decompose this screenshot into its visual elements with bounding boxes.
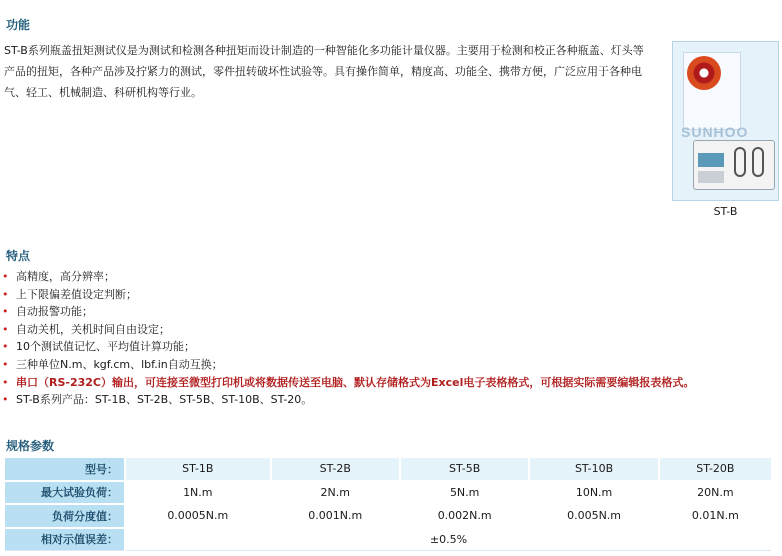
- bullet-icon: •: [2, 393, 9, 407]
- table-cell: 0.005N.m: [529, 504, 658, 528]
- product-caption: ST-B: [713, 205, 738, 218]
- table-cell: 20N.m: [659, 481, 772, 505]
- list-item: • 自动报警功能；: [0, 303, 694, 321]
- row-header: 相对示值误差：: [4, 528, 125, 551]
- clamp-post: [752, 147, 764, 177]
- device-keypad: [698, 171, 724, 183]
- table-cell: ST-2B: [271, 457, 400, 481]
- bullet-icon: •: [2, 305, 9, 319]
- spec-table: [3, 456, 773, 551]
- table-cell: 2N.m: [271, 481, 400, 505]
- row-header: 型号：: [4, 457, 125, 481]
- list-item: • 上下限偏差值设定判断；: [0, 286, 694, 304]
- table-cell: ST-1B: [125, 457, 271, 481]
- cd-disc-icon: [687, 56, 721, 90]
- torque-tester-device: [693, 140, 775, 190]
- table-cell: ±0.5%: [125, 528, 772, 551]
- row-header: 负荷分度值：: [4, 504, 125, 528]
- table-cell: 0.0005N.m: [125, 504, 271, 528]
- table-cell: 0.001N.m: [271, 504, 400, 528]
- section-title-features: 特点: [6, 249, 31, 263]
- device-display: [698, 153, 724, 167]
- table-row: [4, 481, 772, 505]
- list-item: • ST-B系列产品：ST-1B、ST-2B、ST-5B、ST-10B、ST-20。: [0, 391, 694, 409]
- bullet-icon: •: [2, 322, 9, 336]
- intro-paragraph: ST-B系列瓶盖扭矩测试仪是为测试和检测各种扭矩而设计制造的一种智能化多功能计量仪器。主要用于检测和校正各种瓶盖、灯头等产品的扭矩，各种产品涉及拧紧力的测试，零件扭转破坏性试验等。具有操作简单，精度高、功能全、携带方便，广泛应用于各种电气、轻工、机械制造、科研机构等行业。: [4, 44, 644, 99]
- table-cell: 5N.m: [400, 481, 529, 505]
- clamp-post: [734, 147, 746, 177]
- bullet-icon: •: [2, 340, 9, 354]
- table-row: [4, 504, 772, 528]
- list-item: • 10个测试值记忆、平均值计算功能；: [0, 338, 694, 356]
- table-cell: ST-10B: [529, 457, 658, 481]
- table-cell: 0.002N.m: [400, 504, 529, 528]
- table-cell: 10N.m: [529, 481, 658, 505]
- list-item: • 高精度，高分辨率；: [0, 268, 694, 286]
- bullet-icon: •: [2, 375, 9, 389]
- bullet-icon: •: [2, 270, 9, 283]
- table-row: [4, 457, 772, 481]
- list-item: • 自动关机，关机时间自由设定；: [0, 321, 694, 339]
- product-image: [672, 41, 779, 201]
- brand-watermark: SUNHOO: [681, 124, 749, 140]
- table-cell: 0.01N.m: [659, 504, 772, 528]
- table-row: [4, 528, 772, 551]
- feature-list: [0, 268, 694, 409]
- row-header: 最大试验负荷：: [4, 481, 125, 505]
- list-item: • 三种单位N.m、kgf.cm、lbf.in自动互换；: [0, 356, 694, 374]
- section-title-specs: 规格参数: [6, 439, 55, 453]
- table-cell: ST-20B: [659, 457, 772, 481]
- list-item: • 串口（RS-232C）输出，可连接至微型打印机或将数据传送至电脑、默认存储格式为Excel电子表格格式，可根据实际需要编辑报表格式。: [0, 374, 694, 392]
- bullet-icon: •: [2, 287, 9, 301]
- bullet-icon: •: [2, 357, 9, 371]
- table-cell: 1N.m: [125, 481, 271, 505]
- table-cell: ST-5B: [400, 457, 529, 481]
- section-title-function: 功能: [6, 18, 31, 32]
